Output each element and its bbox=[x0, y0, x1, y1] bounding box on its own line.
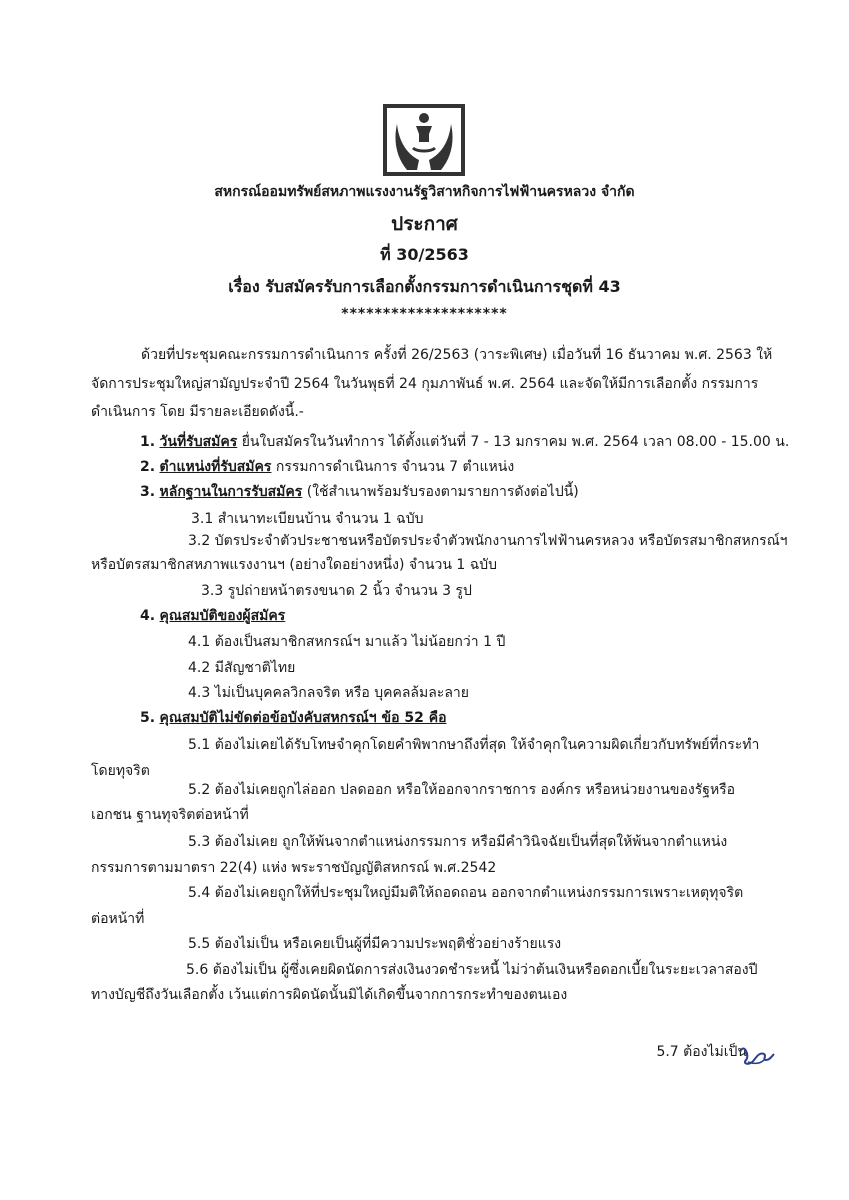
document-type: ประกาศ bbox=[391, 213, 458, 235]
section-5-item-4-line-1: 5.4 ต้องไม่เคยถูกให้ที่ประชุมใหญ่มีมติให้ถอดถอน ออกจากตำแหน่งกรรมการเพราะเหตุทุจริต bbox=[188, 885, 744, 901]
organization-name: สหกรณ์ออมทรัพย์สหภาพแรงงานรัฐวิสาหกิจการไฟฟ้านครหลวง จำกัด bbox=[214, 184, 635, 200]
section-3-item-1: 3.1 สำเนาทะเบียนบ้าน จำนวน 1 ฉบับ bbox=[191, 511, 424, 527]
signature-initials-icon bbox=[736, 1038, 776, 1068]
document-number: ที่ 30/2563 bbox=[380, 245, 469, 264]
intro-line-2: จัดการประชุมใหญ่สามัญประจำปี 2564 ในวันพุธที่ 24 กุมภาพันธ์ พ.ศ. 2564 และจัดให้มีการเลือกตั้ง กรรมการ bbox=[91, 376, 759, 392]
section-5-title: คุณสมบัติไม่ขัดต่อข้อบังคับสหกรณ์ฯ ข้อ 52 คือ bbox=[159, 710, 447, 726]
section-5 bbox=[140, 709, 446, 727]
section-5-item-3-line-2: กรรมการตามมาตรา 22(4) แห่ง พระราชบัญญัติสหกรณ์ พ.ศ.2542 bbox=[91, 860, 497, 876]
section-3-item-2-line-2: หรือบัตรสมาชิกสหภาพแรงงานฯ (อย่างใดอย่างหนึ่ง) จำนวน 1 ฉบับ bbox=[91, 557, 498, 573]
separator-stars: ******************** bbox=[341, 306, 508, 322]
section-1 bbox=[140, 433, 789, 451]
section-5-item-2-line-2: เอกชน ฐานทุจริตต่อหน้าที่ bbox=[91, 807, 249, 823]
section-4-item-1: 4.1 ต้องเป็นสมาชิกสหกรณ์ฯ มาแล้ว ไม่น้อยกว่า 1 ปี bbox=[188, 634, 506, 650]
section-5-number: 5. bbox=[140, 710, 156, 726]
section-5-item-6-line-1: 5.6 ต้องไม่เป็น ผู้ซึ่งเคยผิดนัดการส่งเงินงวดชำระหนี้ ไม่ว่าต้นเงินหรือดอกเบี้ยในระยะเวลาสองปี bbox=[186, 962, 758, 978]
section-4-item-2: 4.2 มีสัญชาติไทย bbox=[188, 660, 296, 676]
section-4-item-3: 4.3 ไม่เป็นบุคคลวิกลจริต หรือ บุคคลล้มละลาย bbox=[188, 685, 469, 701]
section-3-item-2-line-1: 3.2 บัตรประจำตัวประชาชนหรือบัตรประจำตัวพนักงานการไฟฟ้านครหลวง หรือบัตรสมาชิกสหกรณ์ฯ bbox=[188, 533, 788, 549]
section-5-item-3-line-1: 5.3 ต้องไม่เคย ถูกให้พ้นจากตำแหน่งกรรมการ หรือมีคำวินิจฉัยเป็นที่สุดให้พ้นจากตำแหน่ง bbox=[188, 834, 728, 850]
section-3-number: 3. bbox=[140, 484, 156, 500]
section-4 bbox=[140, 607, 285, 625]
section-1-title: วันที่รับสมัคร bbox=[159, 434, 238, 450]
document-subject: เรื่อง รับสมัครรับการเลือกตั้งกรรมการดำเนินการชุดที่ 43 bbox=[228, 277, 621, 296]
section-4-title: คุณสมบัติของผู้สมัคร bbox=[159, 608, 286, 624]
section-2-title: ตำแหน่งที่รับสมัคร bbox=[159, 459, 272, 475]
section-2-text: กรรมการดำเนินการ จำนวน 7 ตำแหน่ง bbox=[275, 459, 515, 475]
section-2-number: 2. bbox=[140, 459, 156, 475]
section-3-title: หลักฐานในการรับสมัคร bbox=[159, 484, 303, 500]
section-5-item-4-line-2: ต่อหน้าที่ bbox=[91, 911, 145, 927]
cooperative-emblem-icon bbox=[383, 104, 465, 176]
section-3-item-3: 3.3 รูปถ่ายหน้าตรงขนาด 2 นิ้ว จำนวน 3 รูป bbox=[201, 583, 472, 599]
section-5-item-1-line-1: 5.1 ต้องไม่เคยได้รับโทษจำคุกโดยคำพิพากษาถึงที่สุด ให้จำคุกในความผิดเกี่ยวกับทรัพย์ที่กระทำ bbox=[188, 737, 760, 753]
section-3 bbox=[140, 483, 579, 501]
section-5-item-5-line-1: 5.5 ต้องไม่เป็น หรือเคยเป็นผู้ที่มีความประพฤติชั่วอย่างร้ายแรง bbox=[188, 936, 562, 952]
section-1-text: ยื่นใบสมัครในวันทำการ ได้ตั้งแต่วันที่ 7 - 13 มกราคม พ.ศ. 2564 เวลา 08.00 - 15.00 น. bbox=[241, 434, 790, 450]
section-4-number: 4. bbox=[140, 608, 156, 624]
intro-line-1: ด้วยที่ประชุมคณะกรรมการดำเนินการ ครั้งที่ 26/2563 (วาระพิเศษ) เมื่อวันที่ 16 ธันวาคม พ.ศ. 2563 ให้ bbox=[141, 347, 773, 363]
section-5-item-2-line-1: 5.2 ต้องไม่เคยถูกไล่ออก ปลดออก หรือให้ออกจากราชการ องค์กร หรือหน่วยงานของรัฐหรือ bbox=[188, 782, 736, 798]
section-3-text: (ใช้สำเนาพร้อมรับรองตามรายการดังต่อไปนี้) bbox=[306, 484, 579, 500]
intro-line-3: ดำเนินการ โดย มีรายละเอียดดังนี้.- bbox=[91, 404, 304, 420]
section-5-item-6-line-2: ทางบัญชีถึงวันเลือกตั้ง เว้นแต่การผิดนัดนั้นมิได้เกิดขึ้นจากการกระทำของตนเอง bbox=[91, 987, 568, 1003]
continuation-text: 5.7 ต้องไม่เป็น bbox=[656, 1044, 747, 1060]
section-5-item-1-line-2: โดยทุจริต bbox=[91, 763, 150, 779]
section-1-number: 1. bbox=[140, 434, 156, 450]
section-2 bbox=[140, 458, 514, 476]
